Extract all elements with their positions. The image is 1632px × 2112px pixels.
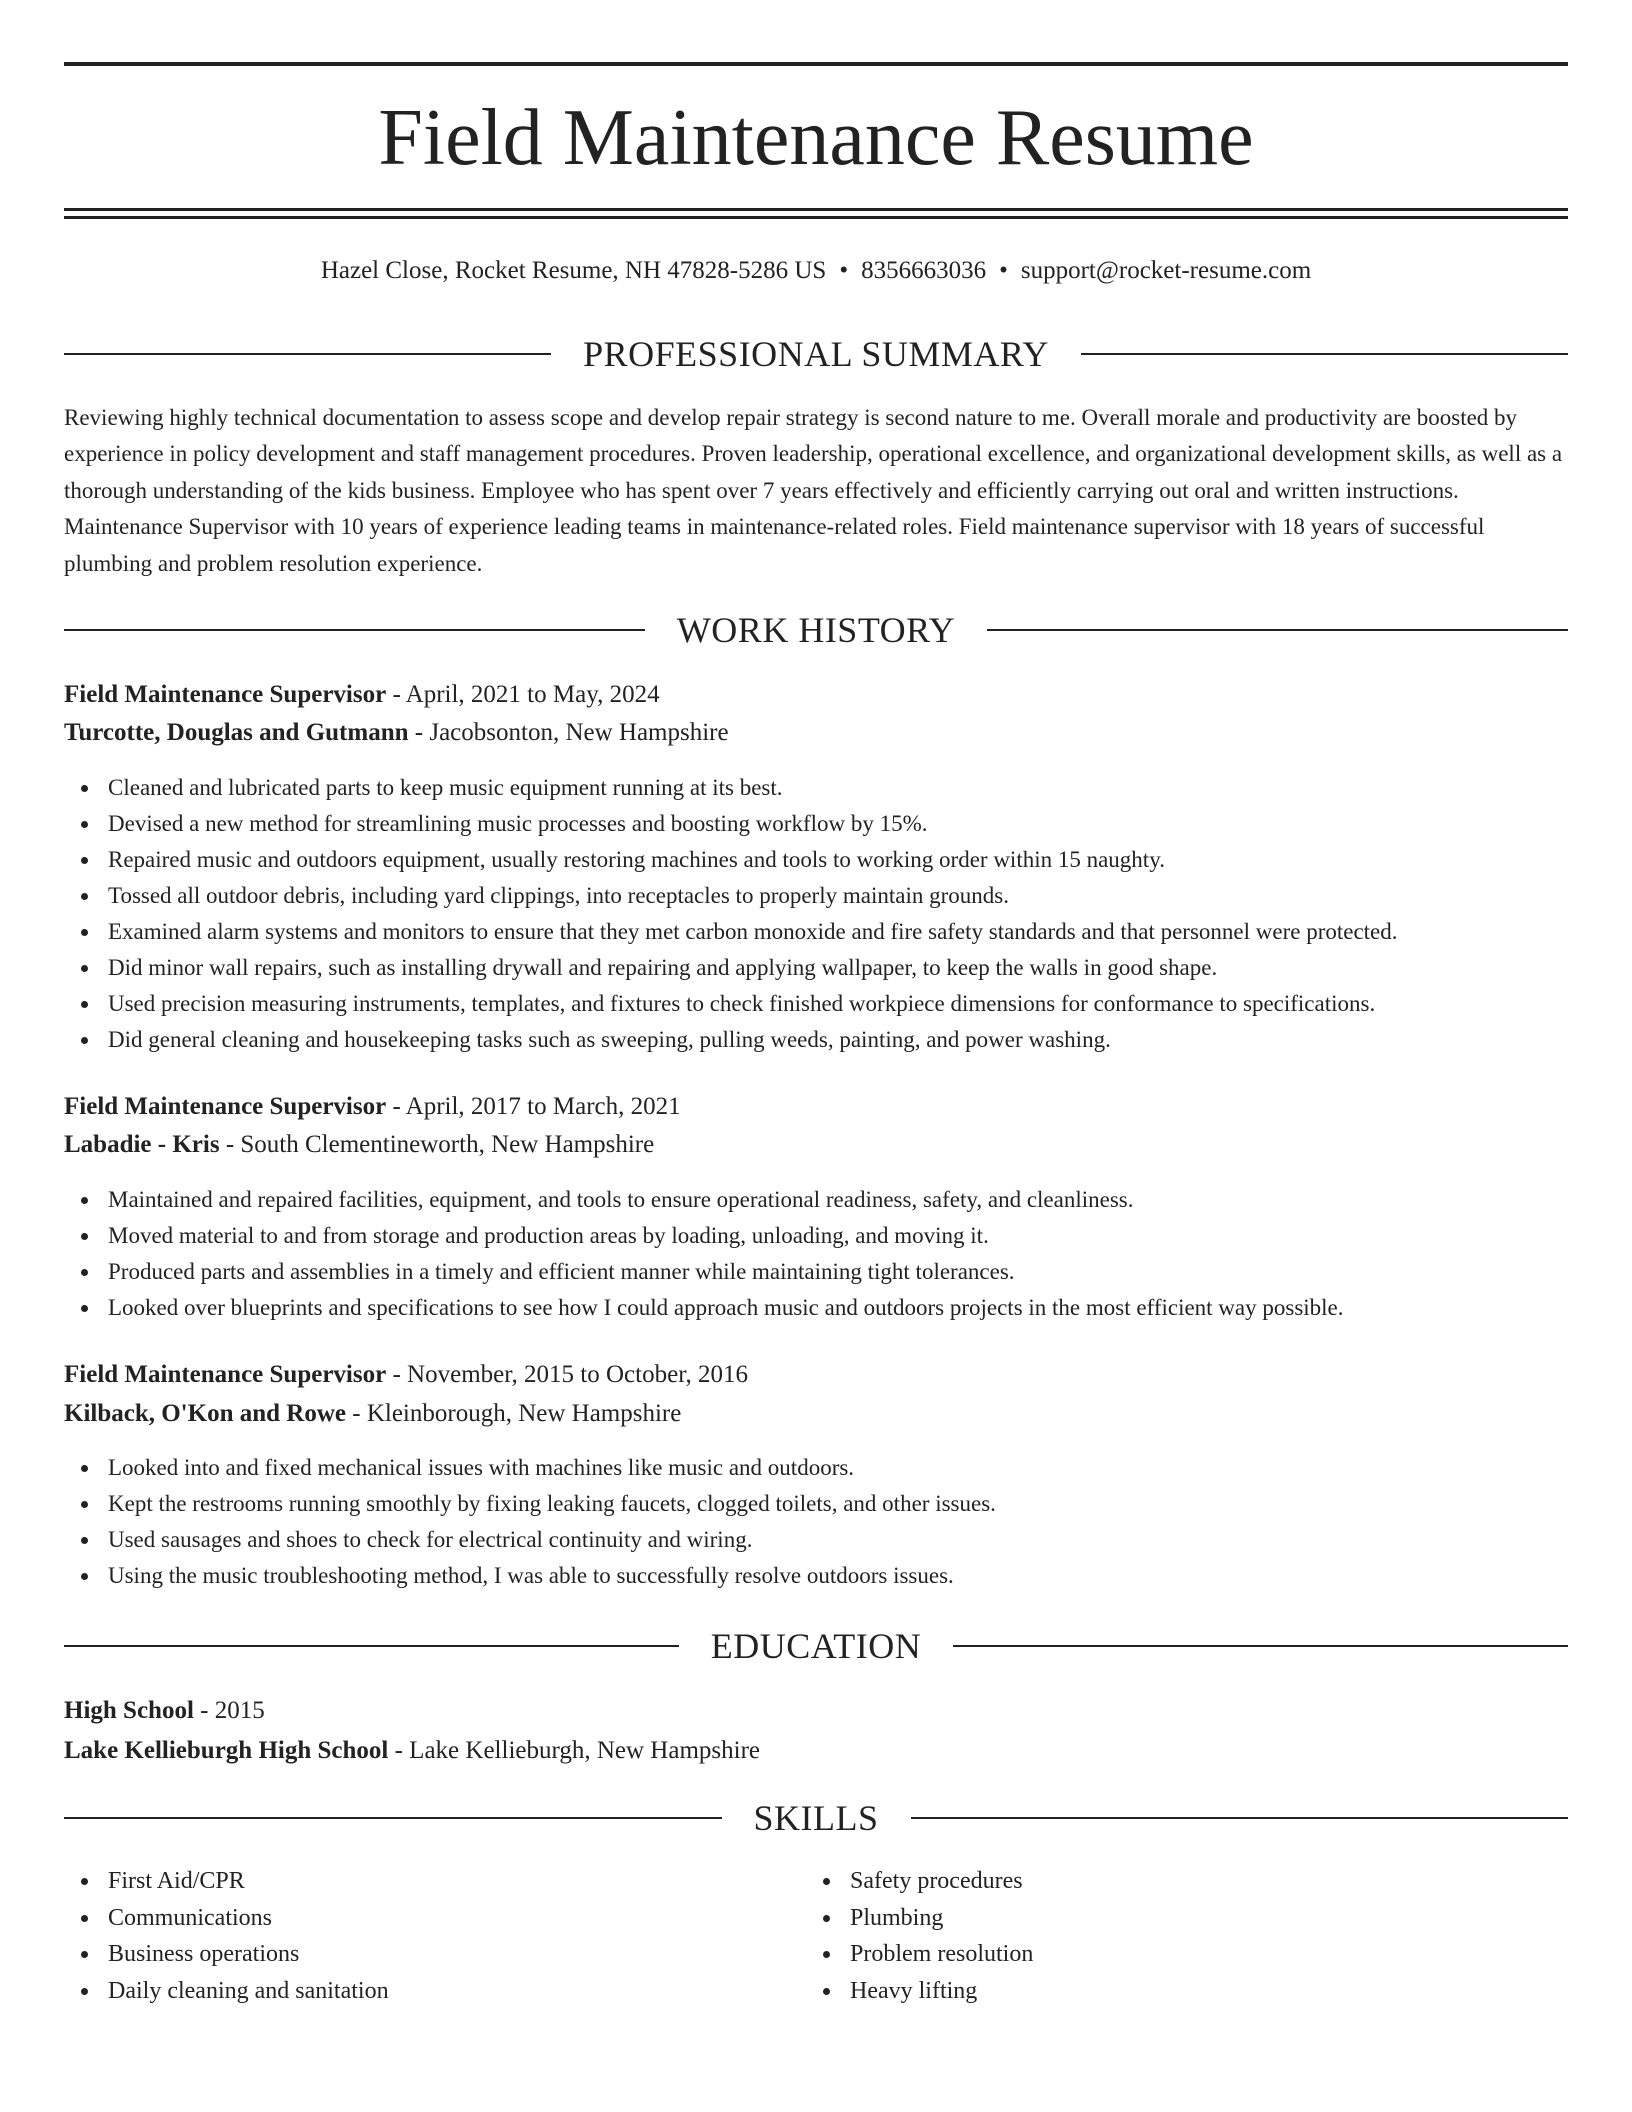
job-title-line bbox=[64, 1356, 748, 1394]
list-item: Devised a new method for streamlining music processes and boosting workflow by 15%. bbox=[64, 806, 1398, 842]
job-dates: - April, 2021 to May, 2024 bbox=[386, 681, 660, 708]
contact-phone: 8356663036 bbox=[861, 257, 987, 284]
section-heading-work-history bbox=[64, 608, 1568, 652]
job-title: Field Maintenance Supervisor bbox=[64, 1361, 387, 1388]
contact-line bbox=[64, 254, 1568, 288]
skill-item: Heavy lifting bbox=[806, 1973, 1033, 2010]
list-item: Used sausages and shoes to check for electrical continuity and wiring. bbox=[64, 1522, 996, 1558]
job-title: Field Maintenance Supervisor bbox=[64, 681, 387, 708]
list-item: Repaired music and outdoors equipment, usually restoring machines and tools to working order within 15 naughty. bbox=[64, 842, 1398, 878]
section-heading-label: WORK HISTORY bbox=[676, 610, 956, 650]
section-heading-label: SKILLS bbox=[753, 1798, 879, 1838]
education-degree: High School bbox=[64, 1697, 194, 1724]
job-company: Kilback, O'Kon and Rowe bbox=[64, 1400, 346, 1427]
list-item: Tossed all outdoor debris, including yard clippings, into receptacles to properly maintain grounds. bbox=[64, 878, 1398, 914]
list-item: Looked into and fixed mechanical issues with machines like music and outdoors. bbox=[64, 1450, 996, 1486]
job-dates: - April, 2017 to March, 2021 bbox=[386, 1093, 681, 1120]
list-item: Kept the restrooms running smoothly by fixing leaking faucets, clogged toilets, and other issues. bbox=[64, 1486, 996, 1522]
education-degree-line bbox=[64, 1692, 265, 1730]
list-item: Using the music troubleshooting method, I was able to successfully resolve outdoors issues. bbox=[64, 1558, 996, 1594]
job-location: - South Clementineworth, New Hampshire bbox=[219, 1131, 655, 1158]
list-item: Maintained and repaired facilities, equipment, and tools to ensure operational readiness, safety, and cleanliness. bbox=[64, 1182, 1344, 1218]
contact-email: support@rocket-resume.com bbox=[1020, 257, 1312, 284]
skill-item: Plumbing bbox=[806, 1900, 1033, 1937]
job-duties-list bbox=[64, 770, 1398, 1058]
skill-item: Business operations bbox=[64, 1936, 389, 1973]
heading-rule-right bbox=[953, 1645, 1568, 1647]
job-company-line bbox=[64, 714, 729, 752]
skill-item: Safety procedures bbox=[806, 1863, 1033, 1900]
job-title: Field Maintenance Supervisor bbox=[64, 1093, 387, 1120]
job-company-line bbox=[64, 1395, 681, 1433]
education-school: Lake Kellieburgh High School bbox=[64, 1737, 389, 1764]
skills-list-left bbox=[64, 1863, 389, 2009]
job-duties-list bbox=[64, 1450, 996, 1594]
skills-list-right bbox=[806, 1863, 1033, 2009]
job-dates: - November, 2015 to October, 2016 bbox=[386, 1361, 749, 1388]
job-title-line bbox=[64, 1088, 681, 1126]
education-location: - Lake Kellieburgh, New Hampshire bbox=[388, 1737, 761, 1764]
heading-rule-left bbox=[64, 629, 645, 631]
resume-title: Field Maintenance Resume bbox=[378, 94, 1254, 182]
contact-separator: • bbox=[839, 257, 849, 284]
skill-item: Communications bbox=[64, 1900, 389, 1937]
education-year: - 2015 bbox=[193, 1697, 265, 1724]
heading-rule-left bbox=[64, 1645, 679, 1647]
list-item: Used precision measuring instruments, templates, and fixtures to check finished workpiece dimensions for conformance to specifications. bbox=[64, 986, 1398, 1022]
list-item: Did general cleaning and housekeeping tasks such as sweeping, pulling weeds, painting, and power washing. bbox=[64, 1022, 1398, 1058]
job-title-line bbox=[64, 676, 660, 714]
education-school-line bbox=[64, 1732, 760, 1770]
top-rule bbox=[64, 62, 1568, 66]
heading-rule-left bbox=[64, 1817, 722, 1819]
heading-rule-left bbox=[64, 353, 551, 355]
heading-rule-right bbox=[1081, 353, 1568, 355]
job-location: - Kleinborough, New Hampshire bbox=[346, 1400, 682, 1427]
job-company-line bbox=[64, 1126, 654, 1164]
list-item: Looked over blueprints and specifications to see how I could approach music and outdoors projects in the most efficient way possible. bbox=[64, 1290, 1344, 1326]
list-item: Produced parts and assemblies in a timely and efficient manner while maintaining tight tolerances. bbox=[64, 1254, 1344, 1290]
summary-text: Reviewing highly technical documentation to assess scope and develop repair strategy is second nature to me. Overall morale and productivity are boosted by experience in policy development and staff management procedures. Proven leadership, operational excellence, and organizational development skills, as well as a thorough understanding of the kids business. Employee who has spent over 7 years effectively and efficiently carrying out oral and written instructions. Maintenance Supervisor with 10 years of experience leading teams in maintenance-related roles. Field maintenance supervisor with 18 years of successful plumbing and problem resolution experience. bbox=[64, 405, 1563, 576]
section-heading-skills bbox=[64, 1796, 1568, 1840]
list-item: Cleaned and lubricated parts to keep music equipment running at its best. bbox=[64, 770, 1398, 806]
section-heading-label: PROFESSIONAL SUMMARY bbox=[583, 334, 1049, 374]
job-company: Turcotte, Douglas and Gutmann bbox=[64, 719, 409, 746]
title-rule-upper bbox=[64, 208, 1568, 211]
section-heading-label: EDUCATION bbox=[710, 1626, 922, 1666]
contact-address: Hazel Close, Rocket Resume, NH 47828-5286 US bbox=[320, 257, 827, 284]
job-duties-list bbox=[64, 1182, 1344, 1326]
job-location: - Jacobsonton, New Hampshire bbox=[408, 719, 729, 746]
section-heading-education bbox=[64, 1624, 1568, 1668]
contact-separator: • bbox=[999, 257, 1008, 284]
list-item: Moved material to and from storage and production areas by loading, unloading, and moving it. bbox=[64, 1218, 1344, 1254]
title-rule-lower bbox=[64, 216, 1568, 219]
section-heading-summary bbox=[64, 332, 1568, 376]
list-item: Did minor wall repairs, such as installing drywall and repairing and applying wallpaper, to keep the walls in good shape. bbox=[64, 950, 1398, 986]
job-company: Labadie - Kris bbox=[64, 1131, 220, 1158]
list-item: Examined alarm systems and monitors to ensure that they met carbon monoxide and fire safety standards and that personnel were protected. bbox=[64, 914, 1398, 950]
heading-rule-right bbox=[911, 1817, 1569, 1819]
heading-rule-right bbox=[987, 629, 1568, 631]
skill-item: Daily cleaning and sanitation bbox=[64, 1973, 389, 2010]
skill-item: Problem resolution bbox=[806, 1936, 1033, 1973]
skill-item: First Aid/CPR bbox=[64, 1863, 389, 1900]
